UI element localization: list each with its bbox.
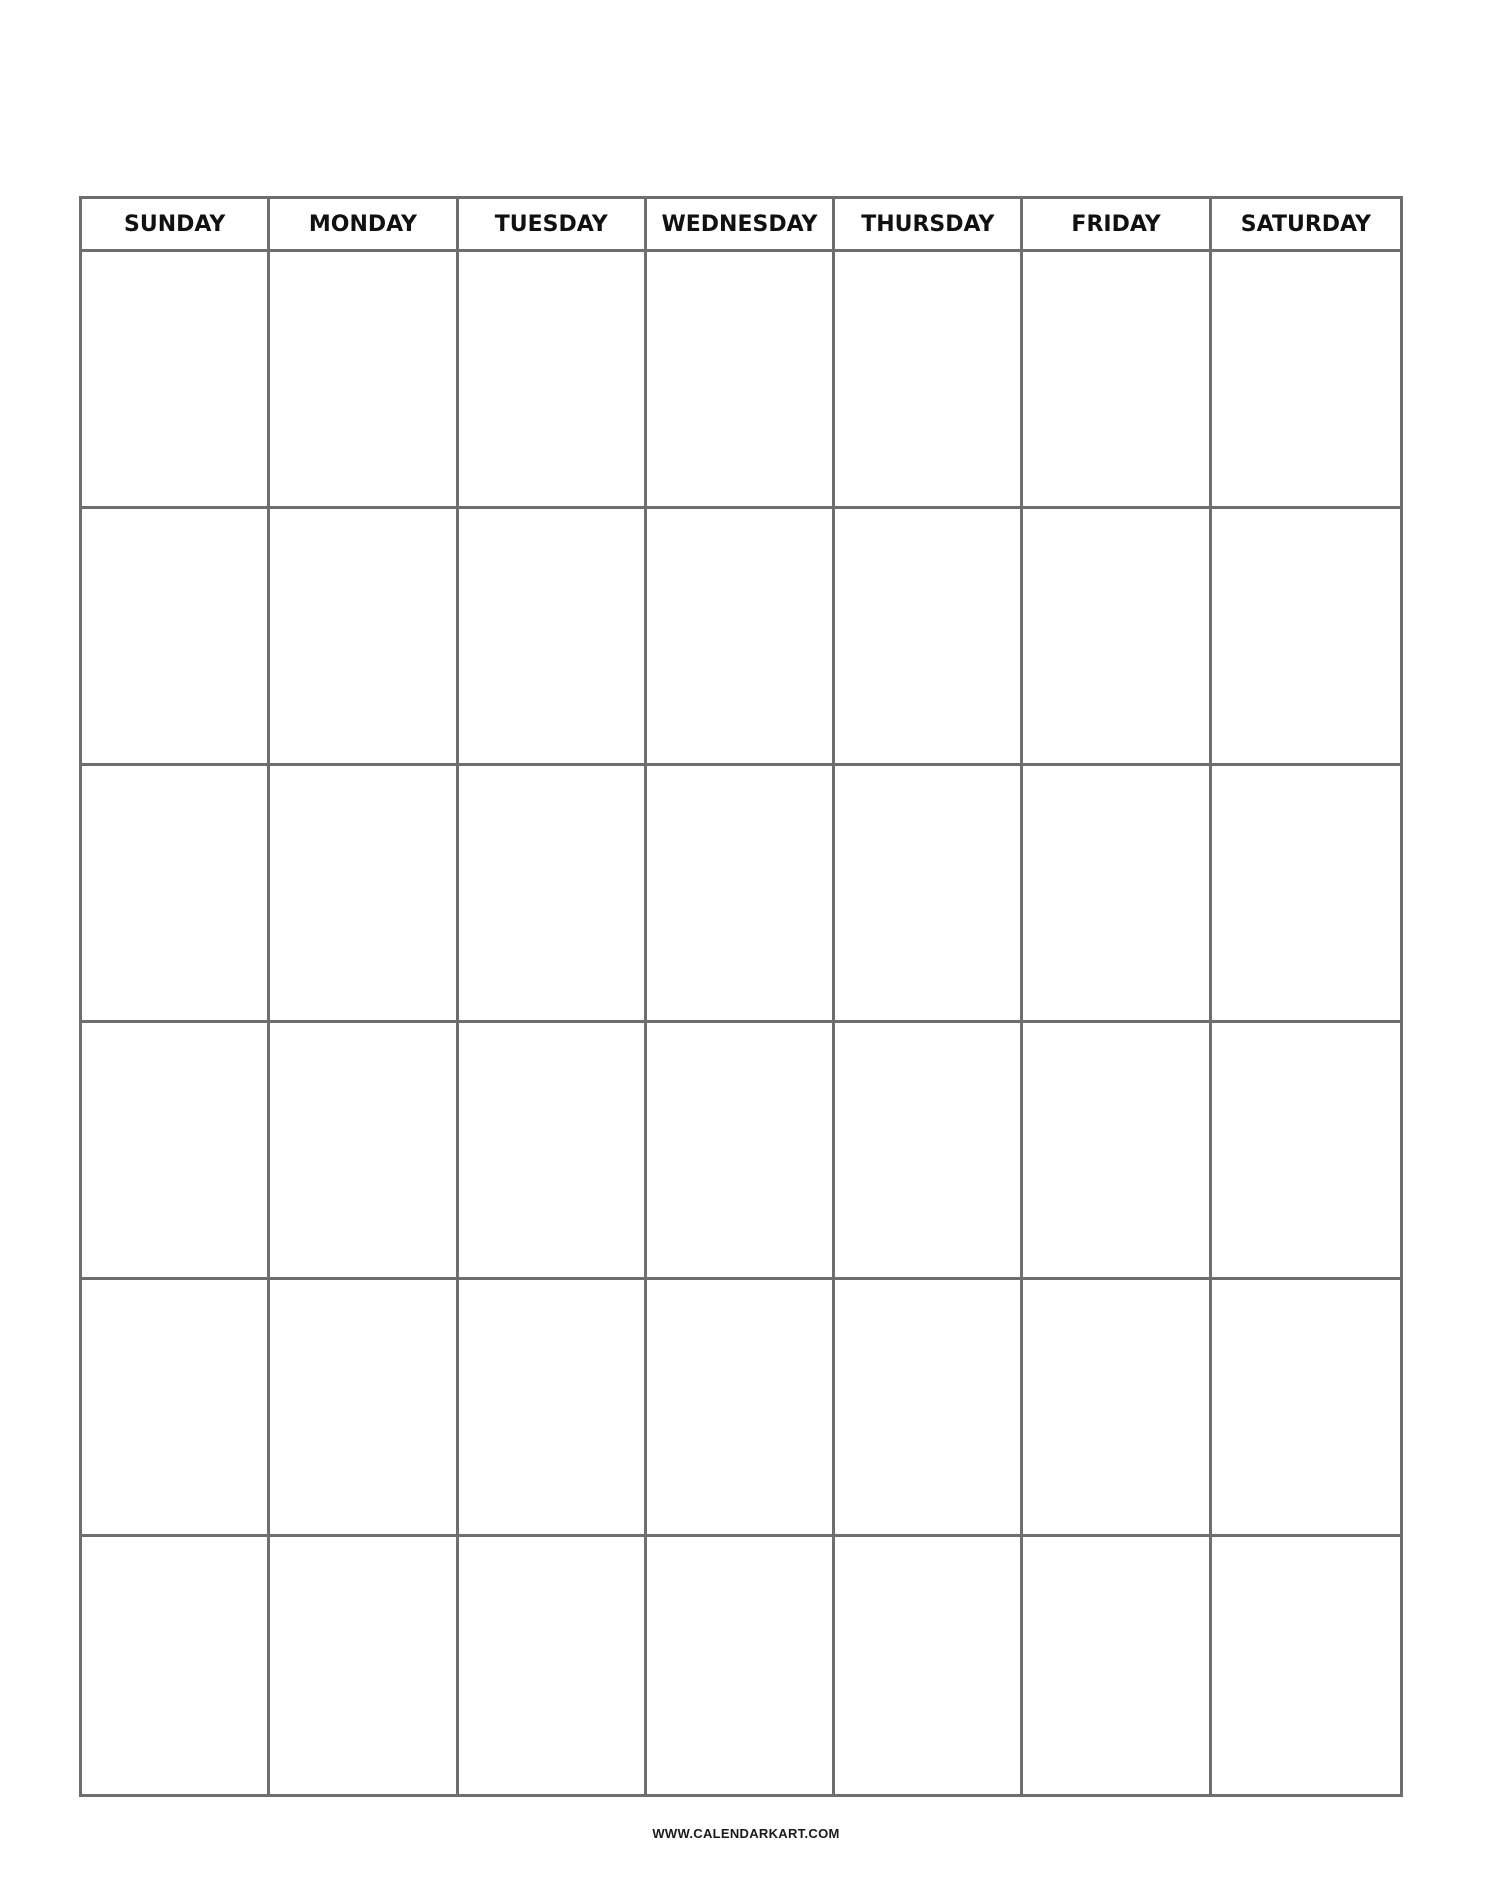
- day-cell: [1212, 1537, 1400, 1794]
- day-cell: [647, 766, 835, 1023]
- day-cell: [82, 1023, 270, 1280]
- day-cell: [647, 509, 835, 766]
- day-cell: [835, 1280, 1023, 1537]
- day-cell: [82, 1280, 270, 1537]
- day-cell: [1023, 1537, 1211, 1794]
- day-cell: [1023, 509, 1211, 766]
- weekday-header-sunday: SUNDAY: [82, 199, 270, 252]
- day-cell: [459, 252, 647, 509]
- day-cell: [1212, 766, 1400, 1023]
- day-cell: [82, 1537, 270, 1794]
- footer-website: WWW.CALENDARKART.COM: [652, 1826, 840, 1841]
- day-cell: [270, 252, 458, 509]
- day-cell: [459, 1537, 647, 1794]
- day-cell: [459, 509, 647, 766]
- day-cell: [647, 1023, 835, 1280]
- day-cell: [1023, 252, 1211, 509]
- day-cell: [835, 1537, 1023, 1794]
- weekday-header-tuesday: TUESDAY: [459, 199, 647, 252]
- weekday-header-thursday: THURSDAY: [835, 199, 1023, 252]
- day-cell: [82, 766, 270, 1023]
- day-cell: [270, 509, 458, 766]
- day-cell: [459, 1023, 647, 1280]
- day-cell: [1023, 1023, 1211, 1280]
- day-cell: [459, 1280, 647, 1537]
- day-cell: [835, 509, 1023, 766]
- day-cell: [1212, 252, 1400, 509]
- calendar-grid: [79, 196, 1403, 1797]
- day-cell: [1212, 1280, 1400, 1537]
- day-cell: [270, 766, 458, 1023]
- weekday-header-friday: FRIDAY: [1023, 199, 1211, 252]
- day-cell: [1212, 509, 1400, 766]
- day-cell: [270, 1280, 458, 1537]
- day-cell: [270, 1023, 458, 1280]
- day-cell: [835, 252, 1023, 509]
- day-cell: [1212, 1023, 1400, 1280]
- day-cell: [1023, 1280, 1211, 1537]
- weekday-header-saturday: SATURDAY: [1212, 199, 1400, 252]
- day-cell: [647, 1537, 835, 1794]
- day-cell: [835, 766, 1023, 1023]
- day-cell: [647, 252, 835, 509]
- day-cell: [1023, 766, 1211, 1023]
- day-cell: [82, 509, 270, 766]
- day-cell: [82, 252, 270, 509]
- day-cell: [270, 1537, 458, 1794]
- day-cell: [835, 1023, 1023, 1280]
- day-cell: [459, 766, 647, 1023]
- day-cell: [647, 1280, 835, 1537]
- weekday-header-monday: MONDAY: [270, 199, 458, 252]
- weekday-header-wednesday: WEDNESDAY: [647, 199, 835, 252]
